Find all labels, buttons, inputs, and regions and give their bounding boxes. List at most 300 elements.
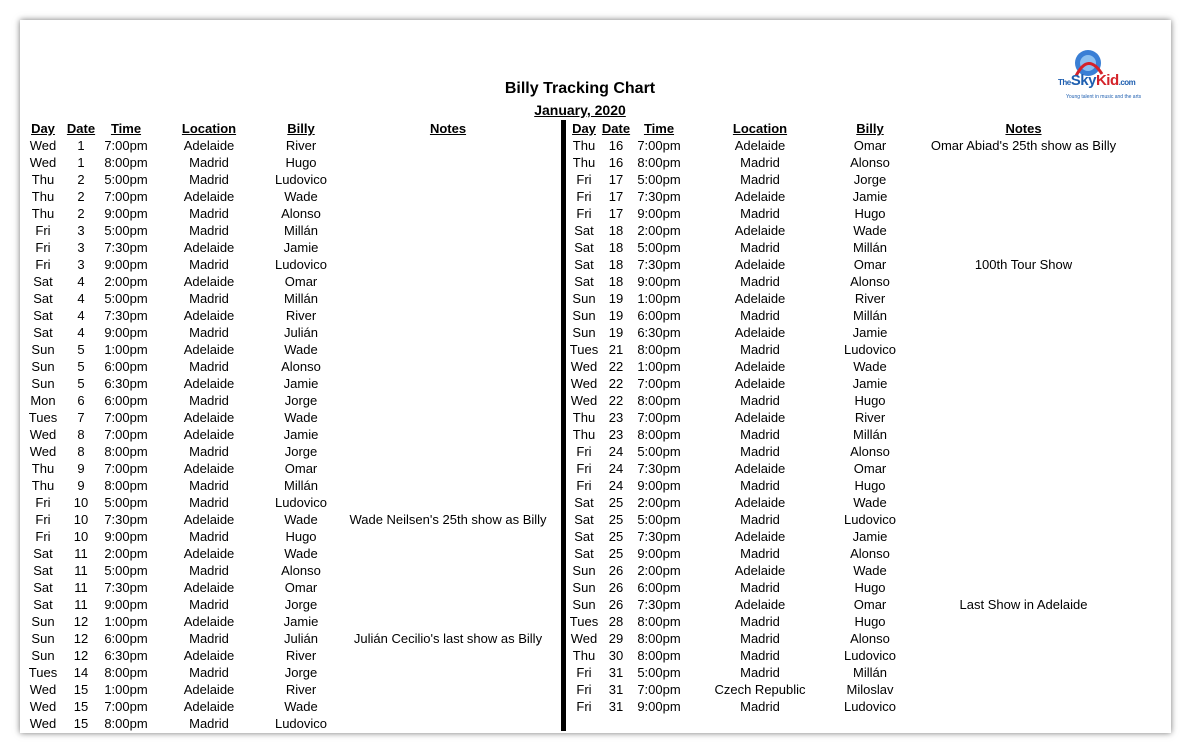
cell-time: 9:00pm bbox=[637, 699, 681, 714]
cell-billy: Wade bbox=[284, 512, 318, 527]
cell-location: Madrid bbox=[740, 546, 780, 561]
cell-day: Fri bbox=[576, 478, 592, 493]
cell-day: Thu bbox=[572, 155, 596, 170]
cell-location: Adelaide bbox=[734, 461, 786, 476]
cell-notes bbox=[905, 630, 1142, 647]
cell-billy: Jamie bbox=[852, 189, 888, 204]
cell-location: Adelaide bbox=[734, 223, 786, 238]
cell-billy: Alonso bbox=[850, 155, 890, 170]
cell-billy: Alonso bbox=[850, 274, 890, 289]
cell-location: Madrid bbox=[740, 648, 780, 663]
cell-date: 23 bbox=[608, 410, 624, 425]
cell-date: 15 bbox=[73, 682, 89, 697]
page-title: Billy Tracking Chart bbox=[504, 80, 656, 97]
cell-day: Fri bbox=[35, 529, 51, 544]
cell-date: 18 bbox=[608, 274, 624, 289]
cell-day: Fri bbox=[576, 461, 592, 476]
cell-billy: Omar bbox=[284, 274, 318, 289]
cell-time: 7:30pm bbox=[637, 597, 681, 612]
cell-notes bbox=[334, 409, 562, 426]
cell-day: Thu bbox=[31, 461, 55, 476]
cell-location: Adelaide bbox=[183, 699, 235, 714]
cell-time: 7:30pm bbox=[104, 308, 148, 323]
cell-notes bbox=[905, 188, 1142, 205]
cell-day: Sat bbox=[574, 240, 594, 255]
cell-location: Adelaide bbox=[183, 410, 235, 425]
cell-notes bbox=[905, 426, 1142, 443]
cell-notes bbox=[905, 154, 1142, 171]
cell-billy: Hugo bbox=[854, 580, 886, 595]
cell-billy: Ludovico bbox=[843, 342, 897, 357]
cell-time: 9:00pm bbox=[637, 478, 681, 493]
cell-billy: Alonso bbox=[850, 546, 890, 561]
table-row bbox=[569, 273, 1142, 290]
table-row bbox=[26, 375, 562, 392]
table-row bbox=[569, 341, 1142, 358]
cell-notes bbox=[905, 341, 1142, 358]
cell-time: 5:00pm bbox=[104, 172, 148, 187]
cell-notes bbox=[334, 171, 562, 188]
cell-day: Thu bbox=[31, 172, 55, 187]
cell-date: 2 bbox=[77, 189, 85, 204]
cell-notes bbox=[334, 188, 562, 205]
cell-time: 8:00pm bbox=[637, 427, 681, 442]
cell-time: 6:30pm bbox=[104, 376, 148, 391]
cell-time: 1:00pm bbox=[104, 682, 148, 697]
table-row bbox=[26, 188, 562, 205]
cell-location: Madrid bbox=[740, 206, 780, 221]
cell-billy: Millán bbox=[853, 665, 887, 680]
cell-time: 9:00pm bbox=[104, 257, 148, 272]
cell-billy: Wade bbox=[853, 223, 887, 238]
page-subtitle: January, 2020 bbox=[534, 102, 626, 118]
cell-day: Wed bbox=[570, 376, 598, 391]
cell-billy: Ludovico bbox=[274, 495, 328, 510]
cell-location: Adelaide bbox=[183, 427, 235, 442]
cell-notes bbox=[905, 511, 1142, 528]
cell-day: Sun bbox=[572, 325, 596, 340]
cell-location: Madrid bbox=[189, 597, 229, 612]
cell-notes bbox=[905, 222, 1142, 239]
cell-notes bbox=[905, 290, 1142, 307]
cell-date: 21 bbox=[608, 342, 624, 357]
cell-billy: Hugo bbox=[854, 393, 886, 408]
cell-billy: Jamie bbox=[283, 240, 319, 255]
cell-notes bbox=[334, 698, 562, 715]
cell-location: Madrid bbox=[740, 427, 780, 442]
table-row bbox=[26, 409, 562, 426]
cell-notes: Omar Abiad's 25th show as Billy bbox=[930, 138, 1117, 153]
table-row bbox=[26, 562, 562, 579]
cell-date: 23 bbox=[608, 427, 624, 442]
cell-date: 7 bbox=[77, 410, 85, 425]
cell-day: Sun bbox=[31, 648, 55, 663]
cell-day: Sun bbox=[31, 376, 55, 391]
col-header-date: Date bbox=[66, 121, 96, 136]
cell-notes bbox=[334, 205, 562, 222]
cell-day: Fri bbox=[35, 257, 51, 272]
cell-location: Adelaide bbox=[734, 529, 786, 544]
cell-notes bbox=[905, 205, 1142, 222]
cell-location: Madrid bbox=[740, 478, 780, 493]
cell-notes bbox=[334, 528, 562, 545]
cell-time: 8:00pm bbox=[637, 648, 681, 663]
cell-day: Sat bbox=[33, 597, 53, 612]
cell-notes bbox=[905, 613, 1142, 630]
cell-location: Adelaide bbox=[734, 597, 786, 612]
cell-date: 9 bbox=[77, 478, 85, 493]
cell-location: Madrid bbox=[740, 614, 780, 629]
cell-day: Wed bbox=[570, 631, 598, 646]
cell-location: Adelaide bbox=[183, 240, 235, 255]
cell-day: Sat bbox=[33, 291, 53, 306]
table-row bbox=[569, 154, 1142, 171]
cell-time: 1:00pm bbox=[637, 291, 681, 306]
cell-location: Madrid bbox=[740, 512, 780, 527]
cell-notes bbox=[905, 545, 1142, 562]
cell-date: 3 bbox=[77, 240, 85, 255]
cell-date: 11 bbox=[74, 597, 88, 612]
cell-day: Wed bbox=[29, 444, 57, 459]
cell-billy: Millán bbox=[284, 478, 318, 493]
table-row bbox=[569, 630, 1142, 647]
cell-billy: Omar bbox=[853, 138, 887, 153]
table-row bbox=[26, 358, 562, 375]
cell-time: 2:00pm bbox=[637, 563, 681, 578]
cell-notes bbox=[334, 290, 562, 307]
cell-location: Madrid bbox=[189, 478, 229, 493]
cell-billy: River bbox=[285, 682, 317, 697]
cell-time: 1:00pm bbox=[637, 359, 681, 374]
table-row bbox=[26, 273, 562, 290]
cell-billy: Hugo bbox=[285, 529, 317, 544]
header-row bbox=[26, 120, 562, 137]
cell-day: Sat bbox=[33, 580, 53, 595]
cell-time: 9:00pm bbox=[637, 206, 681, 221]
logo-tagline: Young talent in music and the arts bbox=[1066, 94, 1142, 100]
schedule-table-left bbox=[26, 120, 562, 732]
cell-billy: River bbox=[285, 138, 317, 153]
cell-time: 7:30pm bbox=[104, 580, 148, 595]
cell-date: 16 bbox=[608, 155, 624, 170]
cell-date: 4 bbox=[77, 308, 85, 323]
cell-location: Adelaide bbox=[734, 495, 786, 510]
cell-time: 8:00pm bbox=[104, 444, 148, 459]
cell-date: 30 bbox=[608, 648, 624, 663]
cell-day: Fri bbox=[35, 223, 51, 238]
cell-time: 7:00pm bbox=[104, 138, 148, 153]
cell-date: 12 bbox=[73, 648, 89, 663]
cell-location: Madrid bbox=[189, 393, 229, 408]
cell-billy: Hugo bbox=[285, 155, 317, 170]
cell-date: 25 bbox=[608, 512, 624, 527]
cell-time: 7:30pm bbox=[637, 529, 681, 544]
cell-date: 4 bbox=[77, 291, 85, 306]
table-row bbox=[569, 664, 1142, 681]
cell-time: 1:00pm bbox=[104, 614, 148, 629]
cell-time: 7:30pm bbox=[637, 461, 681, 476]
cell-billy: Millán bbox=[284, 291, 318, 306]
logo-wordmark: TheSkyKid.com bbox=[1058, 72, 1136, 89]
cell-billy: Wade bbox=[853, 495, 887, 510]
cell-billy: Ludovico bbox=[274, 172, 328, 187]
cell-notes bbox=[334, 613, 562, 630]
table-row bbox=[26, 137, 562, 154]
cell-date: 18 bbox=[608, 240, 624, 255]
col-header-location: Location bbox=[732, 121, 788, 136]
cell-billy: Jorge bbox=[284, 597, 318, 612]
cell-location: Adelaide bbox=[734, 257, 786, 272]
table-row bbox=[569, 494, 1142, 511]
column-divider bbox=[561, 120, 566, 731]
cell-billy: Alonso bbox=[850, 444, 890, 459]
cell-location: Adelaide bbox=[183, 342, 235, 357]
cell-date: 10 bbox=[73, 495, 89, 510]
cell-billy: Millán bbox=[853, 240, 887, 255]
cell-time: 5:00pm bbox=[637, 512, 681, 527]
col-header-location: Location bbox=[181, 121, 237, 136]
cell-location: Adelaide bbox=[183, 614, 235, 629]
table-row bbox=[26, 630, 562, 647]
table-row bbox=[569, 222, 1142, 239]
cell-day: Sat bbox=[33, 546, 53, 561]
cell-location: Madrid bbox=[189, 495, 229, 510]
cell-billy: Hugo bbox=[854, 614, 886, 629]
cell-location: Madrid bbox=[740, 342, 780, 357]
cell-time: 9:00pm bbox=[637, 274, 681, 289]
table-row bbox=[26, 324, 562, 341]
cell-day: Tues bbox=[28, 410, 58, 425]
cell-time: 2:00pm bbox=[637, 495, 681, 510]
cell-notes bbox=[905, 698, 1142, 715]
table-row bbox=[26, 477, 562, 494]
cell-day: Tues bbox=[28, 665, 58, 680]
table-row bbox=[26, 664, 562, 681]
table-row bbox=[26, 256, 562, 273]
cell-time: 5:00pm bbox=[104, 563, 148, 578]
cell-day: Sat bbox=[574, 257, 594, 272]
cell-day: Sat bbox=[574, 274, 594, 289]
cell-day: Thu bbox=[572, 427, 596, 442]
cell-date: 12 bbox=[73, 614, 89, 629]
cell-day: Tues bbox=[569, 342, 599, 357]
table-row bbox=[569, 511, 1142, 528]
cell-date: 25 bbox=[608, 546, 624, 561]
cell-notes bbox=[334, 222, 562, 239]
cell-date: 9 bbox=[77, 461, 85, 476]
cell-date: 31 bbox=[608, 665, 624, 680]
header-row bbox=[569, 120, 1142, 137]
cell-notes bbox=[334, 324, 562, 341]
cell-location: Adelaide bbox=[734, 359, 786, 374]
cell-day: Thu bbox=[31, 189, 55, 204]
table-row bbox=[569, 545, 1142, 562]
cell-notes bbox=[905, 358, 1142, 375]
cell-notes bbox=[905, 460, 1142, 477]
cell-time: 8:00pm bbox=[104, 155, 148, 170]
cell-day: Fri bbox=[576, 699, 592, 714]
cell-location: Madrid bbox=[189, 631, 229, 646]
cell-date: 26 bbox=[608, 580, 624, 595]
table-row bbox=[26, 443, 562, 460]
cell-day: Sat bbox=[574, 546, 594, 561]
cell-billy: Omar bbox=[284, 580, 318, 595]
cell-location: Madrid bbox=[189, 563, 229, 578]
cell-location: Adelaide bbox=[183, 648, 235, 663]
cell-notes bbox=[334, 443, 562, 460]
cell-day: Sun bbox=[31, 614, 55, 629]
cell-billy: Wade bbox=[284, 699, 318, 714]
cell-notes bbox=[905, 664, 1142, 681]
cell-location: Adelaide bbox=[734, 376, 786, 391]
cell-notes bbox=[905, 443, 1142, 460]
table-row bbox=[26, 154, 562, 171]
cell-day: Sun bbox=[572, 597, 596, 612]
cell-billy: Ludovico bbox=[843, 699, 897, 714]
cell-notes bbox=[334, 426, 562, 443]
cell-time: 6:30pm bbox=[637, 325, 681, 340]
table-row bbox=[26, 290, 562, 307]
cell-location: Madrid bbox=[189, 444, 229, 459]
cell-date: 1 bbox=[77, 155, 85, 170]
cell-time: 7:00pm bbox=[104, 427, 148, 442]
table-row bbox=[569, 460, 1142, 477]
cell-notes bbox=[334, 137, 562, 154]
cell-notes bbox=[334, 154, 562, 171]
cell-notes bbox=[334, 375, 562, 392]
table-row bbox=[569, 477, 1142, 494]
cell-date: 26 bbox=[608, 563, 624, 578]
cell-billy: Hugo bbox=[854, 478, 886, 493]
cell-location: Madrid bbox=[740, 444, 780, 459]
cell-date: 6 bbox=[77, 393, 85, 408]
table-row bbox=[569, 409, 1142, 426]
table-row bbox=[26, 579, 562, 596]
cell-time: 8:00pm bbox=[637, 393, 681, 408]
table-row bbox=[569, 681, 1142, 698]
cell-notes bbox=[905, 375, 1142, 392]
cell-notes bbox=[905, 494, 1142, 511]
table-row bbox=[26, 511, 562, 528]
cell-date: 31 bbox=[608, 682, 624, 697]
cell-date: 2 bbox=[77, 206, 85, 221]
cell-time: 9:00pm bbox=[104, 597, 148, 612]
cell-billy: Alonso bbox=[850, 631, 890, 646]
cell-billy: Jorge bbox=[284, 393, 318, 408]
cell-time: 8:00pm bbox=[637, 631, 681, 646]
cell-location: Adelaide bbox=[183, 461, 235, 476]
table-row bbox=[26, 426, 562, 443]
cell-time: 5:00pm bbox=[637, 240, 681, 255]
table-row bbox=[26, 341, 562, 358]
cell-time: 6:00pm bbox=[637, 580, 681, 595]
cell-notes: Last Show in Adelaide bbox=[959, 597, 1088, 612]
schedule-rows-left bbox=[26, 137, 562, 732]
cell-day: Tues bbox=[569, 614, 599, 629]
cell-notes bbox=[334, 273, 562, 290]
table-row bbox=[569, 426, 1142, 443]
cell-location: Adelaide bbox=[183, 308, 235, 323]
table-row bbox=[569, 290, 1142, 307]
cell-date: 4 bbox=[77, 274, 85, 289]
cell-notes bbox=[334, 392, 562, 409]
cell-day: Thu bbox=[31, 478, 55, 493]
cell-time: 7:00pm bbox=[637, 410, 681, 425]
cell-billy: River bbox=[854, 291, 886, 306]
col-header-day: Day bbox=[572, 121, 596, 136]
table-row bbox=[569, 307, 1142, 324]
cell-notes bbox=[905, 528, 1142, 545]
cell-notes bbox=[905, 273, 1142, 290]
cell-location: Madrid bbox=[740, 308, 780, 323]
cell-time: 6:00pm bbox=[104, 393, 148, 408]
cell-date: 10 bbox=[73, 529, 89, 544]
cell-location: Adelaide bbox=[183, 682, 235, 697]
cell-location: Madrid bbox=[189, 172, 229, 187]
cell-billy: Ludovico bbox=[843, 648, 897, 663]
cell-day: Mon bbox=[30, 393, 56, 408]
cell-billy: Alonso bbox=[281, 359, 321, 374]
cell-location: Madrid bbox=[740, 580, 780, 595]
cell-billy: Alonso bbox=[281, 563, 321, 578]
cell-billy: Jorge bbox=[284, 444, 318, 459]
cell-time: 6:30pm bbox=[104, 648, 148, 663]
cell-billy: Wade bbox=[853, 359, 887, 374]
cell-location: Madrid bbox=[189, 155, 229, 170]
cell-notes bbox=[334, 256, 562, 273]
cell-location: Madrid bbox=[740, 631, 780, 646]
cell-day: Fri bbox=[35, 495, 51, 510]
cell-notes bbox=[334, 494, 562, 511]
table-row bbox=[569, 698, 1142, 715]
col-header-date: Date bbox=[601, 121, 631, 136]
col-header-day: Day bbox=[31, 121, 55, 136]
cell-day: Fri bbox=[576, 444, 592, 459]
cell-notes: 100th Tour Show bbox=[974, 257, 1073, 272]
cell-day: Wed bbox=[29, 427, 57, 442]
cell-date: 19 bbox=[608, 291, 624, 306]
table-row bbox=[26, 307, 562, 324]
cell-date: 11 bbox=[74, 580, 88, 595]
cell-billy: Ludovico bbox=[843, 512, 897, 527]
cell-billy: Ludovico bbox=[274, 716, 328, 731]
cell-billy: River bbox=[285, 648, 317, 663]
cell-notes bbox=[905, 392, 1142, 409]
cell-day: Sun bbox=[572, 308, 596, 323]
cell-notes bbox=[334, 239, 562, 256]
cell-time: 8:00pm bbox=[637, 155, 681, 170]
cell-date: 25 bbox=[608, 495, 624, 510]
table-row bbox=[569, 375, 1142, 392]
cell-notes bbox=[905, 171, 1142, 188]
table-row bbox=[569, 443, 1142, 460]
cell-billy: River bbox=[854, 410, 886, 425]
cell-time: 6:00pm bbox=[104, 631, 148, 646]
cell-day: Sun bbox=[572, 291, 596, 306]
cell-notes bbox=[334, 647, 562, 664]
cell-time: 7:00pm bbox=[637, 138, 681, 153]
cell-time: 7:30pm bbox=[104, 240, 148, 255]
cell-billy: Jamie bbox=[283, 427, 319, 442]
cell-location: Adelaide bbox=[183, 512, 235, 527]
table-row bbox=[569, 324, 1142, 341]
cell-notes bbox=[334, 460, 562, 477]
cell-notes bbox=[905, 579, 1142, 596]
cell-day: Fri bbox=[35, 512, 51, 527]
cell-billy: Wade bbox=[284, 410, 318, 425]
cell-date: 5 bbox=[77, 359, 85, 374]
cell-location: Madrid bbox=[740, 665, 780, 680]
